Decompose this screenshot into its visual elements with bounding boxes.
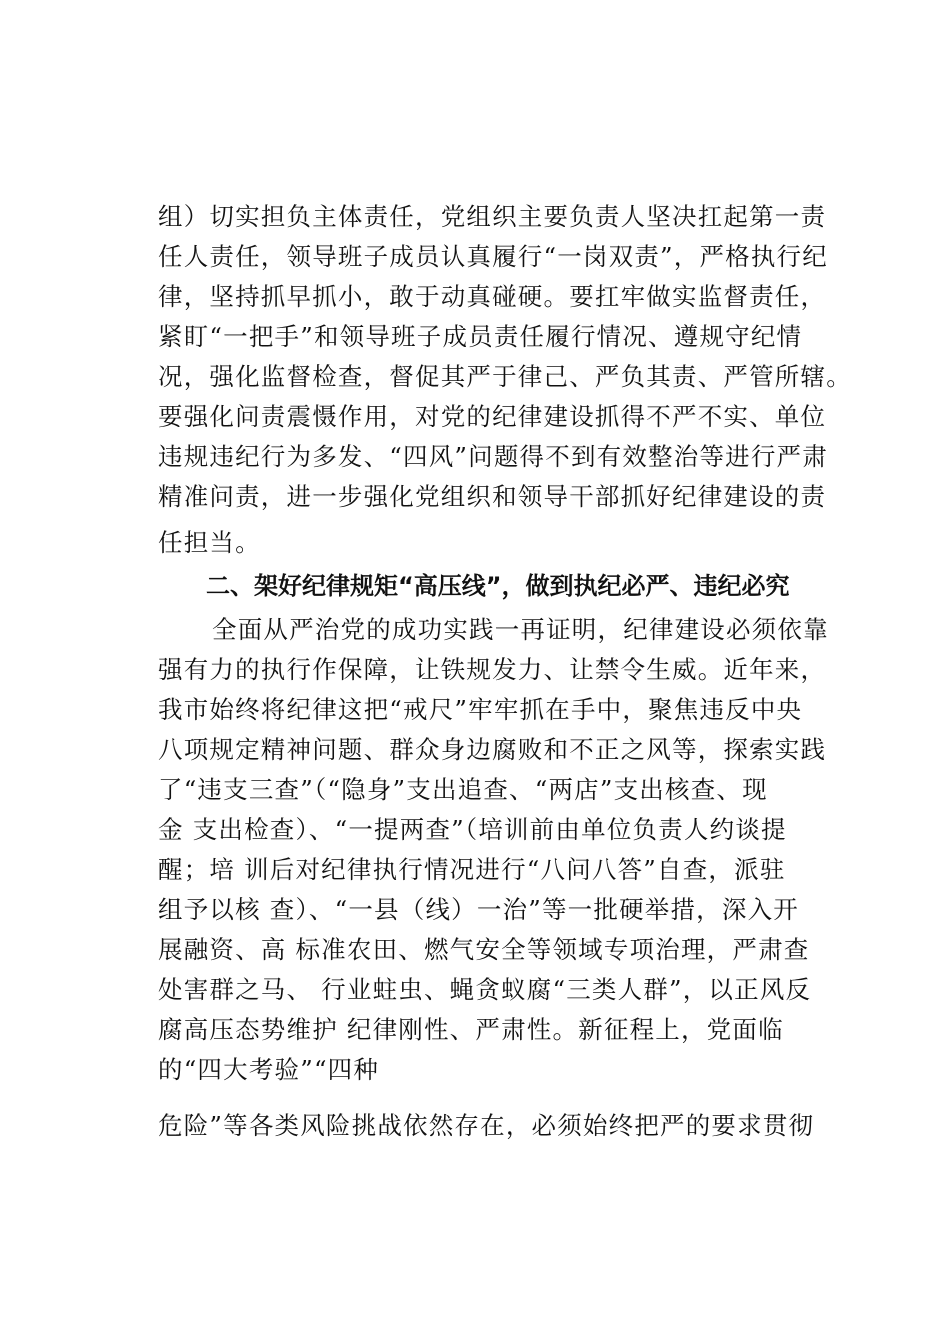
paragraph-2-line: 八项规定精神问题、群众身边腐败和不正之风等，探索实践: [158, 735, 827, 764]
paragraph-2-line: 强有力的执行作保障，让铁规发力、让禁令生威。近年来，: [158, 655, 827, 684]
paragraph-1-line: 违规违纪行为多发、“四风”问题得不到有效整治等进行严肃: [158, 442, 828, 471]
paragraph-1-line: 要强化问责震慑作用，对党的纪律建设抓得不严不实、单位: [158, 402, 827, 431]
paragraph-1-line: 任人责任，领导班子成员认真履行“一岗双责”，严格执行纪: [158, 242, 828, 271]
paragraph-1-line: 况，强化监督检查，督促其严于律己、严负其责、严管所辖。: [158, 362, 852, 391]
paragraph-1-line: 律，坚持抓早抓小，敢于动真碰硬。要扛牢做实监督责任，: [158, 282, 827, 311]
paragraph-2-line: 腐高压态势维护 纪律刚性、严肃性。新征程上，党面临: [158, 1015, 784, 1044]
paragraph-2-line: 处害群之马、 行业蛀虫、蝇贪蚁腐“三类人群”，以正风反: [158, 975, 812, 1004]
paragraph-2-line: 醒；培 训后对纪律执行情况进行“八问八答”自查，派驻: [158, 855, 786, 884]
paragraph-2-line: 组予以核 查）、“一县（线）一治”等一批硬举措，深入开: [158, 895, 799, 924]
section-heading: 二、架好纪律规矩“高压线”，做到执纪必严、违纪必究: [206, 572, 790, 600]
paragraph-1-line: 任担当。: [158, 528, 261, 557]
paragraph-2-line: 展融资、高 标准农田、燃气安全等领域专项治理，严肃查: [158, 935, 810, 964]
paragraph-2-line: 危险”等各类风险挑战依然存在，必须始终把严的要求贯彻: [158, 1111, 815, 1140]
paragraph-2-line: 金 支出检查）、“一提两查”（培训前由单位负责人约谈提: [158, 815, 787, 844]
paragraph-1-line: 紧盯“一把手”和领导班子成员责任履行情况、遵规守纪情: [158, 322, 803, 351]
paragraph-2-line: 全面从严治党的成功实践一再证明，纪律建设必须依靠: [212, 615, 829, 644]
paragraph-2-line: 的“四大考验”“四种: [158, 1055, 380, 1084]
paragraph-1-line: 组）切实担负主体责任，党组织主要负责人坚决扛起第一责: [158, 202, 827, 231]
paragraph-2-line: 我市始终将纪律这把“戒尺”牢牢抓在手中，聚焦违反中央: [158, 695, 803, 724]
paragraph-2-line: 了“违支三查”（“隐身”支出追查、“两店”支出核查、现: [158, 775, 768, 804]
paragraph-1-line: 精准问责，进一步强化党组织和领导干部抓好纪律建设的责: [158, 482, 827, 511]
